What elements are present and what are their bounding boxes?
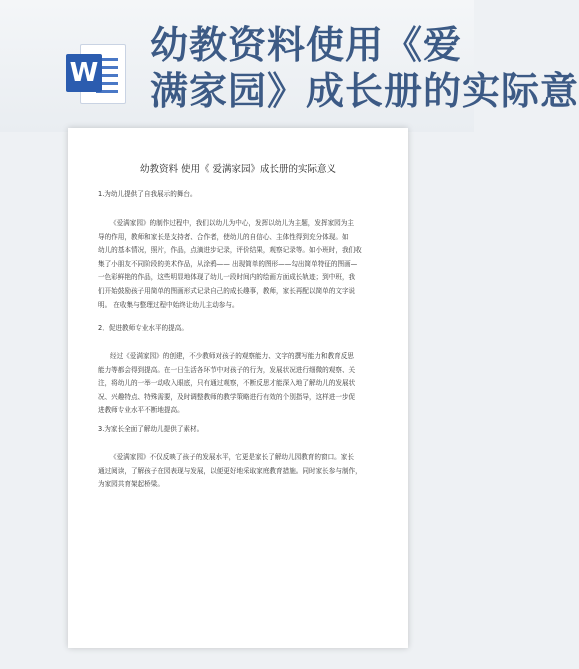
paragraph-line: 经过《爱满家园》的创建，不少教师对孩子的观察能力、文字的撰写能力和教育反思 [110, 352, 354, 360]
paragraph-line: 通过阅读，了解孩子在园表现与发展，以便更好地采取家庭教育措施。同时家长参与制作， [98, 466, 362, 475]
banner-title [150, 22, 579, 114]
document-page [68, 128, 408, 648]
banner-title-line: 满家园》成长册的实际意 [150, 68, 579, 113]
paragraph-line: 明。 在收集与整理过程中始终让幼儿主动参与。 [98, 300, 239, 309]
paragraph-line: 况、兴趣特点、特殊需要，及时调整教师的教学策略进行有效的个别指导，这样进一步促 [98, 392, 356, 401]
paragraph-line: 《爱满家园》的制作过程中，我们以幼儿为中心，发挥以幼儿为主题，发挥家园为主 [110, 219, 354, 227]
banner [0, 0, 579, 132]
paragraph-line: 一色彩鲜艳的作品，这些明显地体现了幼儿一段时间内的绘画方面成长轨迹；到中班，我 [98, 273, 356, 282]
paragraph-line: 为家园共育架起桥梁。 [98, 480, 164, 489]
paragraph-line: 《爱满家园》不仅反映了孩子的发展水平，它更是家长了解幼儿园教育的窗口。家长 [110, 453, 354, 461]
section-heading [98, 423, 388, 437]
paragraph-line: 注，将幼儿的一举一动收入眼底，只有通过观察，不断反思才能深入地了解幼儿的发展状 [98, 379, 356, 388]
paragraph-line: 们开始鼓励孩子用简单的图画形式记录自己的成长趣事，教师，家长再配以简单的文字说 [98, 286, 356, 295]
paragraph-line: 进教师专业水平不断地提高。 [98, 406, 184, 415]
paragraph-line: 导的作用，教师和家长是支持者、合作者，使幼儿的自信心、主体性得到充分体现。如 [98, 232, 349, 241]
paragraph-line: 能力等都会得到提高。在一日生活各环节中对孩子的行为，发展状况进行细微的观察、关 [98, 365, 356, 374]
section-heading [98, 188, 388, 202]
document-title: 幼教资料 使用《 爱满家园》成长册的实际意义 [139, 164, 337, 175]
paragraph-line: 集了小朋友不同阶段的美术作品，从涂鸦—— 出现简单的图形——勾出简单特征的图画— [98, 259, 358, 268]
paragraph [98, 217, 388, 312]
paragraph [98, 451, 388, 492]
section-heading-text: 1.为幼儿提供了自我展示的舞台。 [98, 190, 197, 198]
word-logo-letter: W [66, 54, 102, 92]
section-heading-text: 3.为家长全面了解幼儿提供了素材。 [98, 425, 204, 433]
section-heading [98, 322, 388, 336]
paragraph-line: 幼儿的基本情况，照片，作品，点滴进步记录，评价结果，观察记录等。如小班时，我们收 [98, 246, 362, 255]
banner-title-line: 幼教资料使用《爱 [150, 22, 463, 67]
paragraph [98, 350, 388, 418]
section-heading-text: 2．促进教师专业水平的提高。 [98, 324, 188, 332]
word-icon [66, 38, 128, 108]
